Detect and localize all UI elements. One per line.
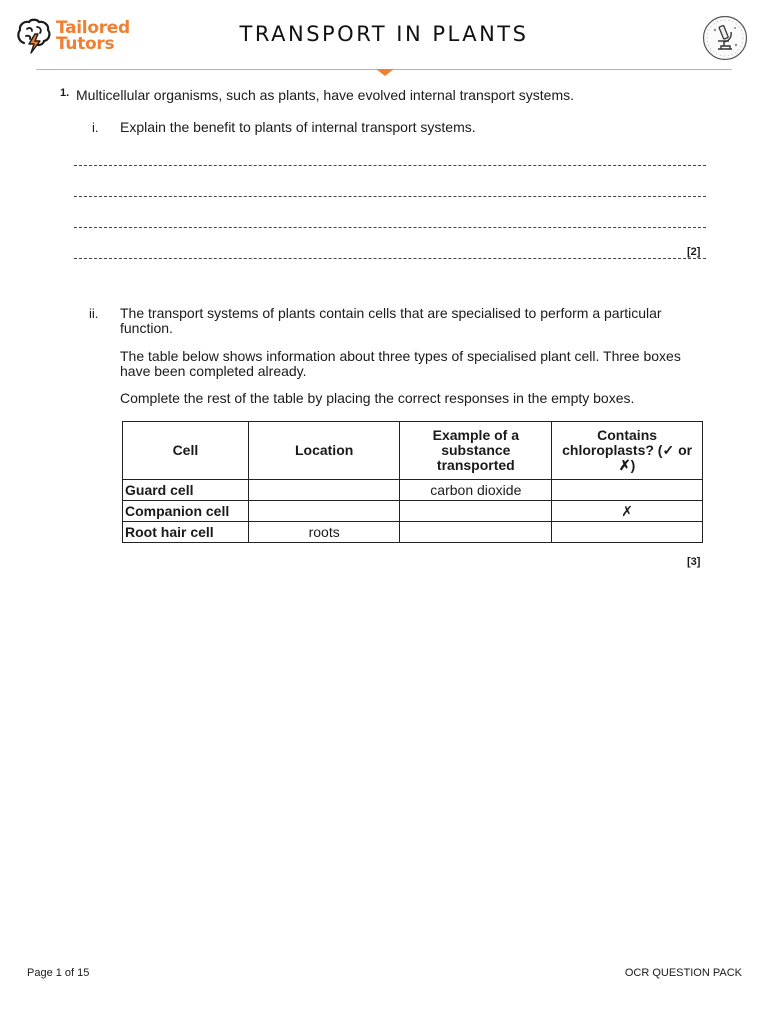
page-header <box>0 0 768 80</box>
table-header-location: Location <box>248 422 400 480</box>
table-cell-value: ✗ <box>552 501 703 522</box>
table-cell-value: roots <box>248 522 400 543</box>
question-stem: Multicellular organisms, such as plants, have evolved internal transport systems. <box>76 87 574 103</box>
table-row <box>123 501 703 522</box>
part-ii-paragraph-2: The table below shows information about three types of specialised plant cell. Three boxes have been completed already. <box>120 348 681 379</box>
question-number: 1. <box>60 87 70 99</box>
table-header-row <box>123 422 703 480</box>
table-header-chloroplasts: Contains chloroplasts? (✓ or ✗) <box>552 422 703 480</box>
logo-text-line2: Tutors <box>56 34 115 54</box>
question-pack-label: OCR QUESTION PACK <box>624 967 742 979</box>
microscope-icon <box>702 15 748 61</box>
table-header-substance: Example of a substance transported <box>400 422 552 480</box>
part-i-label: i. <box>92 120 99 135</box>
answer-line[interactable] <box>74 258 706 259</box>
page-number: Page 1 of 15 <box>27 967 90 979</box>
part-i-marks: [2] <box>687 246 701 258</box>
answer-box[interactable] <box>552 480 703 501</box>
specialised-cells-table <box>122 421 703 543</box>
answer-box[interactable] <box>400 501 552 522</box>
page-title: TRANSPORT IN PLANTS <box>239 22 529 46</box>
answer-box[interactable] <box>248 501 400 522</box>
part-ii-marks: [3] <box>687 556 701 568</box>
table-header-cell: Cell <box>123 422 249 480</box>
answer-box[interactable] <box>552 522 703 543</box>
logo-text-line1: Tailored <box>56 18 130 38</box>
part-i-text: Explain the benefit to plants of internal transport systems. <box>120 119 476 135</box>
answer-box[interactable] <box>400 522 552 543</box>
part-ii-paragraph-3: Complete the rest of the table by placing the correct responses in the empty boxes. <box>120 390 635 406</box>
table-row <box>123 522 703 543</box>
row-cell-name: Companion cell <box>123 501 249 522</box>
row-cell-name: Guard cell <box>123 480 249 501</box>
part-ii-paragraph-1: The transport systems of plants contain cells that are specialised to perform a particular function. <box>120 305 662 336</box>
header-divider-notch <box>376 69 394 76</box>
table-cell-value: carbon dioxide <box>400 480 552 501</box>
table-row <box>123 480 703 501</box>
part-ii-label: ii. <box>89 306 99 321</box>
answer-box[interactable] <box>248 480 400 501</box>
answer-line[interactable] <box>74 165 706 166</box>
answer-line[interactable] <box>74 196 706 197</box>
row-cell-name: Root hair cell <box>123 522 249 543</box>
answer-line[interactable] <box>74 227 706 228</box>
